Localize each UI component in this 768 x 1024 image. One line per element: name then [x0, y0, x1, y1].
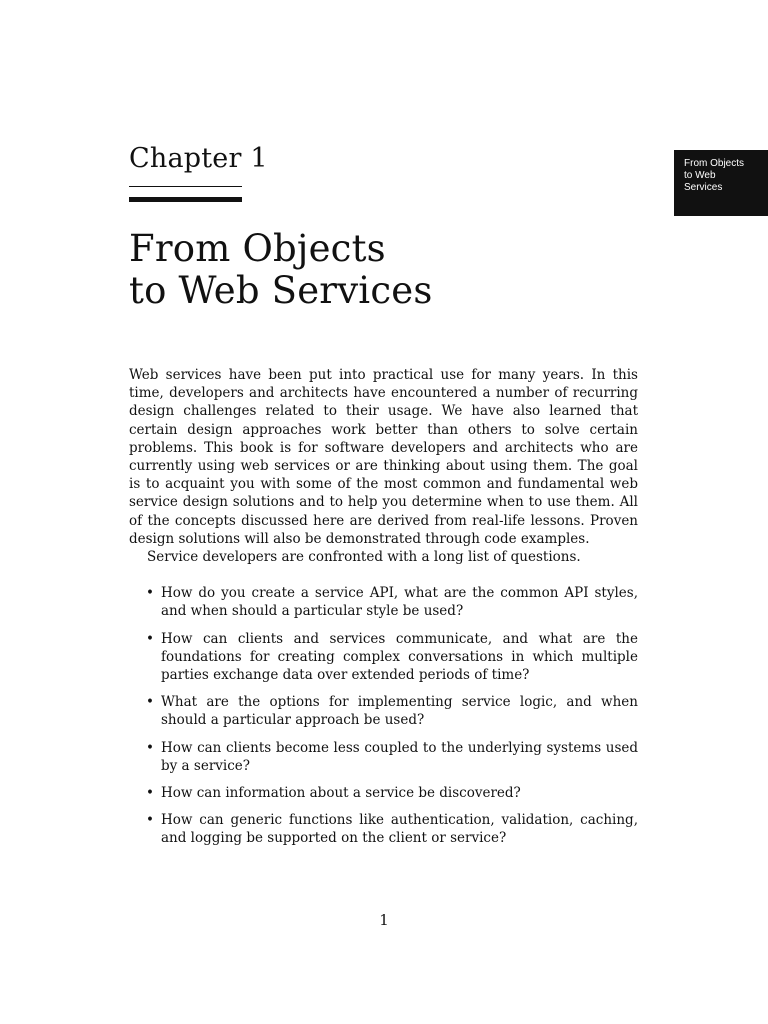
- thumb-tab-line-3: Services: [684, 182, 723, 193]
- list-item: [129, 739, 638, 775]
- list-item-text: How do you create a service API, what are the common API styles, and when should a particular style be used?: [161, 585, 638, 620]
- bullet-icon: •: [146, 694, 154, 711]
- bullet-icon: •: [146, 630, 154, 647]
- chapter-rule-thick: [129, 197, 242, 202]
- chapter-rule-thin: [129, 186, 242, 187]
- list-item-text: How can generic functions like authentication, validation, caching, and logging be supported on the client or service?: [161, 812, 638, 847]
- chapter-thumb-tab: [674, 150, 768, 216]
- chapter-title: [129, 228, 433, 312]
- list-item: [129, 693, 638, 729]
- page-number: 1: [379, 911, 389, 929]
- bullet-icon: •: [146, 785, 154, 802]
- list-item-text: How can information about a service be discovered?: [161, 785, 521, 802]
- bullet-icon: •: [146, 739, 154, 756]
- list-item-text: How can clients and services communicate, and what are the foundations for creating complex conversations in which multiple parties exchange data over extended periods of time?: [161, 630, 638, 684]
- chapter-label: Chapter 1: [129, 143, 268, 174]
- chapter-title-line-2: to Web Services: [129, 269, 433, 312]
- list-item: [129, 630, 638, 685]
- bullet-icon: •: [146, 812, 154, 829]
- intro-paragraph: Web services have been put into practical use for many years. In this time, developers and architects have encountered a number of recurring design challenges related to their usage. We have also learned that certain design approaches work better than others to solve certain problems. This book is for software developers and architects who are currently using web services or are thinking about using them. The goal is to acquaint you with some of the most common and fundamental web service design solutions and to help you determine when to use them. All of the concepts discussed here are derived from real-life lessons. Proven design solutions will also be demonstrated through code examples.: [129, 367, 638, 547]
- bullet-icon: •: [146, 585, 154, 602]
- questions-intro-paragraph: Service developers are confronted with a long list of questions.: [147, 549, 581, 566]
- chapter-title-line-1: From Objects: [129, 227, 386, 270]
- list-item: [129, 811, 638, 847]
- list-item: [129, 784, 638, 802]
- thumb-tab-line-1: From Objects: [684, 158, 745, 169]
- list-item-text: What are the options for implementing service logic, and when should a particular approach be used?: [161, 694, 638, 729]
- list-item: [129, 584, 638, 620]
- thumb-tab-line-2: to Web: [684, 170, 716, 181]
- question-list: [129, 584, 638, 847]
- list-item-text: How can clients become less coupled to the underlying systems used by a service?: [161, 739, 638, 774]
- body-text: [129, 366, 638, 857]
